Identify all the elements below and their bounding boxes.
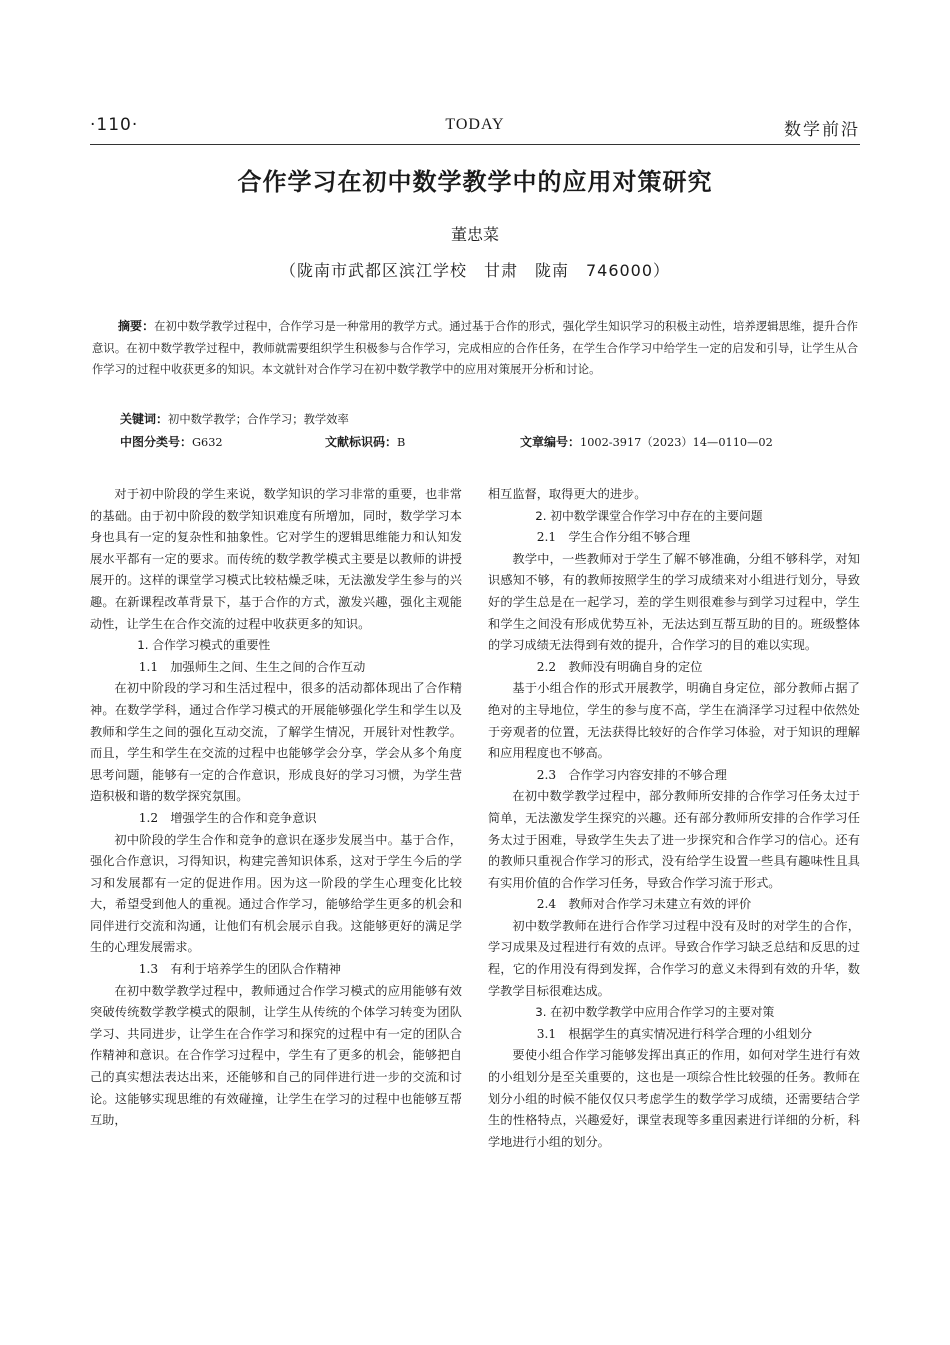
journal-name: TODAY	[445, 116, 505, 133]
clc-value: G632	[192, 436, 223, 449]
clc-number	[120, 432, 223, 453]
author-name: 董忠菜	[450, 225, 499, 244]
body-paragraph: 要使小组合作学习能够发挥出真正的作用，如何对学生进行有效的小组划分是至关重要的，这也是一项综合性比较强的任务。教师在划分小组的时候不能仅仅只考虑学生的数学学习成绩，还需要结合学生的性格特点，兴趣爱好，课堂表现等多重因素进行详细的分析，科学地进行小组的划分。	[488, 1048, 860, 1149]
subsection-heading: 2.3 合作学习内容安排的不够合理	[536, 767, 727, 782]
subsection-heading: 1.3 有利于培养学生的团队合作精神	[138, 962, 341, 977]
section-name: 数学前沿	[784, 120, 860, 140]
body-paragraph: 初中阶段的学生合作和竞争的意识在逐步发展当中。基于合作，强化合作意识，习得知识，构建完善知识体系，这对于学生今后的学习和发展都有一定的促进作用。因为这一阶段的学生心理变化比较大，希望受到他人的重视。通过合作学习，能够给学生更多的机会和同伴进行交流和沟通，让他们有机会展示自我。这能够更好的满足学生的心理发展需求。	[90, 832, 462, 955]
keywords	[120, 409, 858, 430]
abstract	[92, 316, 858, 381]
section-heading: 1. 合作学习模式的重要性	[137, 638, 271, 653]
abstract-text: 在初中数学教学过程中，合作学习是一种常用的教学方式。通过基于合作的形式，强化学生知识学习的积极主动性，培养逻辑思维，提升合作意识。在初中数学教学过程中，教师就需要组织学生积极参与合作学习，完成相应的合作任务，在学生合作学习中给学生一定的启发和引导，让学生从合作学习的过程中收获更多的知识。本文就针对合作学习在初中数学教学中的应用对策展开分析和讨论。	[92, 320, 858, 376]
abstract-label: 摘要：	[118, 319, 155, 333]
left-column	[90, 484, 462, 1132]
article-number-value: 1002-3917（2023）14—0110—02	[580, 436, 773, 449]
body-paragraph: 在初中数学教学过程中，教师通过合作学习模式的应用能够有效突破传统数学教学模式的限制，让学生从传统的个体学习转变为团队学习、共同进步，让学生在合作学习和探究的过程中有一定的团队合作精神和意识。在合作学习过程中，学生有了更多的机会，能够把自己的真实想法表达出来，还能够和自己的同伴进行进一步的交流和讨论。这能够实现思维的有效碰撞，让学生在学习的过程中也能够互帮互助，	[90, 983, 462, 1128]
document-code-value: B	[397, 436, 406, 449]
body-paragraph: 在初中阶段的学习和生活过程中，很多的活动都体现出了合作精神。在数学学科，通过合作学习模式的开展能够强化学生和学生以及教师和学生之间的强化互动交流，了解学生情况，开展针对性教学。而且，学生和学生在交流的过程中也能够学会分享，学会从多个角度思考问题，能够有一定的合作意识，形成良好的学习习惯，为学生营造积极和谐的数学探究氛围。	[90, 681, 462, 804]
body-paragraph: 初中数学教师在进行合作学习过程中没有及时的对学生的合作，学习成果及过程进行有效的点评。导致合作学习缺乏总结和反思的过程，它的作用没有得到发挥，合作学习的意义未得到有效的升华，数学教学目标很难达成。	[488, 918, 860, 998]
subsection-heading: 1.2 增强学生的合作和竞争意识	[138, 810, 317, 825]
keywords-label: 关键词：	[120, 412, 169, 426]
subsection-heading: 3.1 根据学生的真实情况进行科学合理的小组划分	[536, 1026, 813, 1041]
subsection-heading: 2.4 教师对合作学习未建立有效的评价	[536, 897, 752, 912]
article-number-label: 文章编号：	[520, 435, 581, 449]
page-number: ·110·	[90, 115, 139, 135]
body-paragraph: 教学中，一些教师对于学生了解不够准确，分组不够科学，对知识感知不够，有的教师按照学生的学习成绩来对小组进行划分，导致好的学生总是在一起学习，差的学生则很难参与到学习过程中，学生和学生之间没有形成优势互补，无法达到互帮互助的目的。班级整体的学习成绩无法得到有效的提升，合作学习的目的难以实现。	[488, 551, 860, 653]
subsection-heading: 2.2 教师没有明确自身的定位	[536, 659, 703, 674]
header-rule	[90, 144, 860, 145]
paragraph-continuation: 相互监督，取得更大的进步。	[488, 487, 647, 501]
section-heading: 2. 初中数学课堂合作学习中存在的主要问题	[535, 508, 763, 523]
section-heading: 3. 在初中数学教学中应用合作学习的主要对策	[535, 1005, 775, 1020]
right-column	[488, 484, 860, 1153]
subsection-heading: 2.1 学生合作分组不够合理	[536, 530, 691, 545]
author-affiliation: （陇南市武都区滨江学校 甘肃 陇南 746000）	[279, 261, 671, 280]
body-paragraph: 在初中数学教学过程中，部分教师所安排的合作学习任务太过于简单，无法激发学生探究的兴趣。还有部分教师所安排的合作学习任务太过于困难，导致学生失去了进一步探究和合作学习的信心。还有的教师只重视合作学习的形式，没有给学生设置一些具有趣味性且具有实用价值的合作学习任务，导致合作学习流于形式。	[488, 789, 860, 890]
article-title: 合作学习在初中数学教学中的应用对策研究	[237, 168, 713, 196]
document-code-label: 文献标识码：	[325, 435, 398, 449]
running-header	[90, 115, 860, 141]
subsection-heading: 1.1 加强师生之间、生生之间的合作互动	[138, 659, 366, 674]
body-paragraph: 基于小组合作的形式开展教学，明确自身定位，部分教师占据了绝对的主导地位，学生的参与度不高，学生在淌泽学习过程中依然处于旁观者的位置，无法获得比较好的合作学习体验，对于知识的理解和应用程度也不够高。	[488, 681, 860, 761]
clc-label: 中图分类号：	[120, 435, 193, 449]
document-code	[325, 432, 405, 453]
body-paragraph: 对于初中阶段的学生来说，数学知识的学习非常的重要，也非常的基础。由于初中阶段的数学知识难度有所增加，同时，数学学习本身也具有一定的复杂性和抽象性。它对学生的逻辑思维能力和认知发展水平都有一定的要求。而传统的数学教学模式主要是以教师的讲授展开的。这样的课堂学习模式比较枯燥乏味，无法激发学生参与的兴趣。在新课程改革背景下，基于合作的方式，激发兴趣，强化主观能动性，让学生在合作交流的过程中收获更多的知识。	[90, 487, 462, 631]
keywords-text: 初中数学教学；合作学习；教学效率	[168, 413, 349, 426]
article-number	[520, 432, 773, 453]
